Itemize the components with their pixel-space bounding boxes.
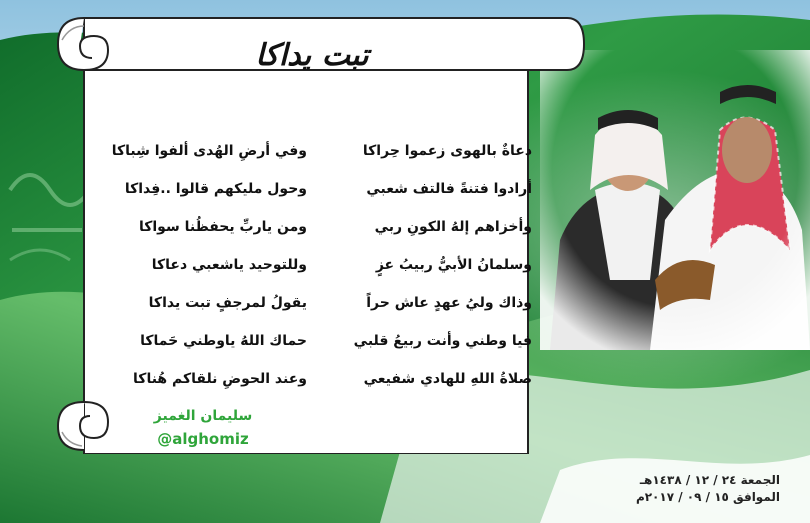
- gregorian-date: الموافق ١٥ / ٠٩ / ٢٠١٧م: [635, 490, 780, 504]
- verse-first-hemistich: وذاك وليُ عهدٍ عاش حراً: [366, 295, 532, 311]
- poem-verse: [122, 284, 532, 322]
- verse-first-hemistich: وأخزاهم إلهُ الكونِ ربي: [374, 219, 532, 235]
- verse-second-hemistich: وحول مليكهم قالوا ..فِداكا: [124, 181, 307, 197]
- author-signature: [148, 408, 258, 448]
- verse-second-hemistich: وفي أرضِ الهُدى ألفوا شِباكا: [111, 143, 307, 159]
- verse-second-hemistich: وعند الحوضِ نلقاكم هُناكا: [133, 371, 307, 387]
- verse-first-hemistich: فيا وطني وأنت ربيعُ قلبي: [353, 333, 532, 349]
- author-name: سليمان الغميز: [153, 408, 253, 424]
- verse-first-hemistich: أرادوا فتنةً فالتف شعبي: [366, 181, 532, 197]
- poem-title: تبت يداكا: [255, 38, 369, 73]
- verse-first-hemistich: وسلمانُ الأبيُّ ربيبُ عزٍ: [375, 257, 532, 273]
- verse-second-hemistich: وللتوحيد ياشعبي دعاكا: [151, 257, 307, 273]
- poem-verses: [111, 132, 532, 398]
- verse-second-hemistich: يقولُ لمرجفٍ تبت يداكا: [148, 295, 307, 311]
- author-handle: @alghomiz: [157, 430, 249, 448]
- poem-verse: [122, 360, 532, 398]
- hijri-date: الجمعة ٢٤ / ١٢ / ١٤٣٨هـ: [639, 473, 780, 487]
- poem-verse: [111, 132, 532, 170]
- verse-first-hemistich: صلاةُ اللهِ للهادي شفيعي: [363, 371, 532, 387]
- poem-verse: [122, 208, 532, 246]
- verse-second-hemistich: ومن ياربِّ يحفظُنا سواكا: [138, 219, 307, 235]
- date-block: [560, 472, 780, 506]
- poem-scroll: [22, 14, 592, 454]
- poem-verse: [122, 246, 532, 284]
- poem-verse: [122, 170, 532, 208]
- verse-second-hemistich: حماك اللهُ ياوطني حَماكا: [140, 333, 307, 349]
- verse-first-hemistich: دعاةٌ بالهوى زعموا حِراكا: [362, 143, 532, 159]
- poem-verse: [122, 322, 532, 360]
